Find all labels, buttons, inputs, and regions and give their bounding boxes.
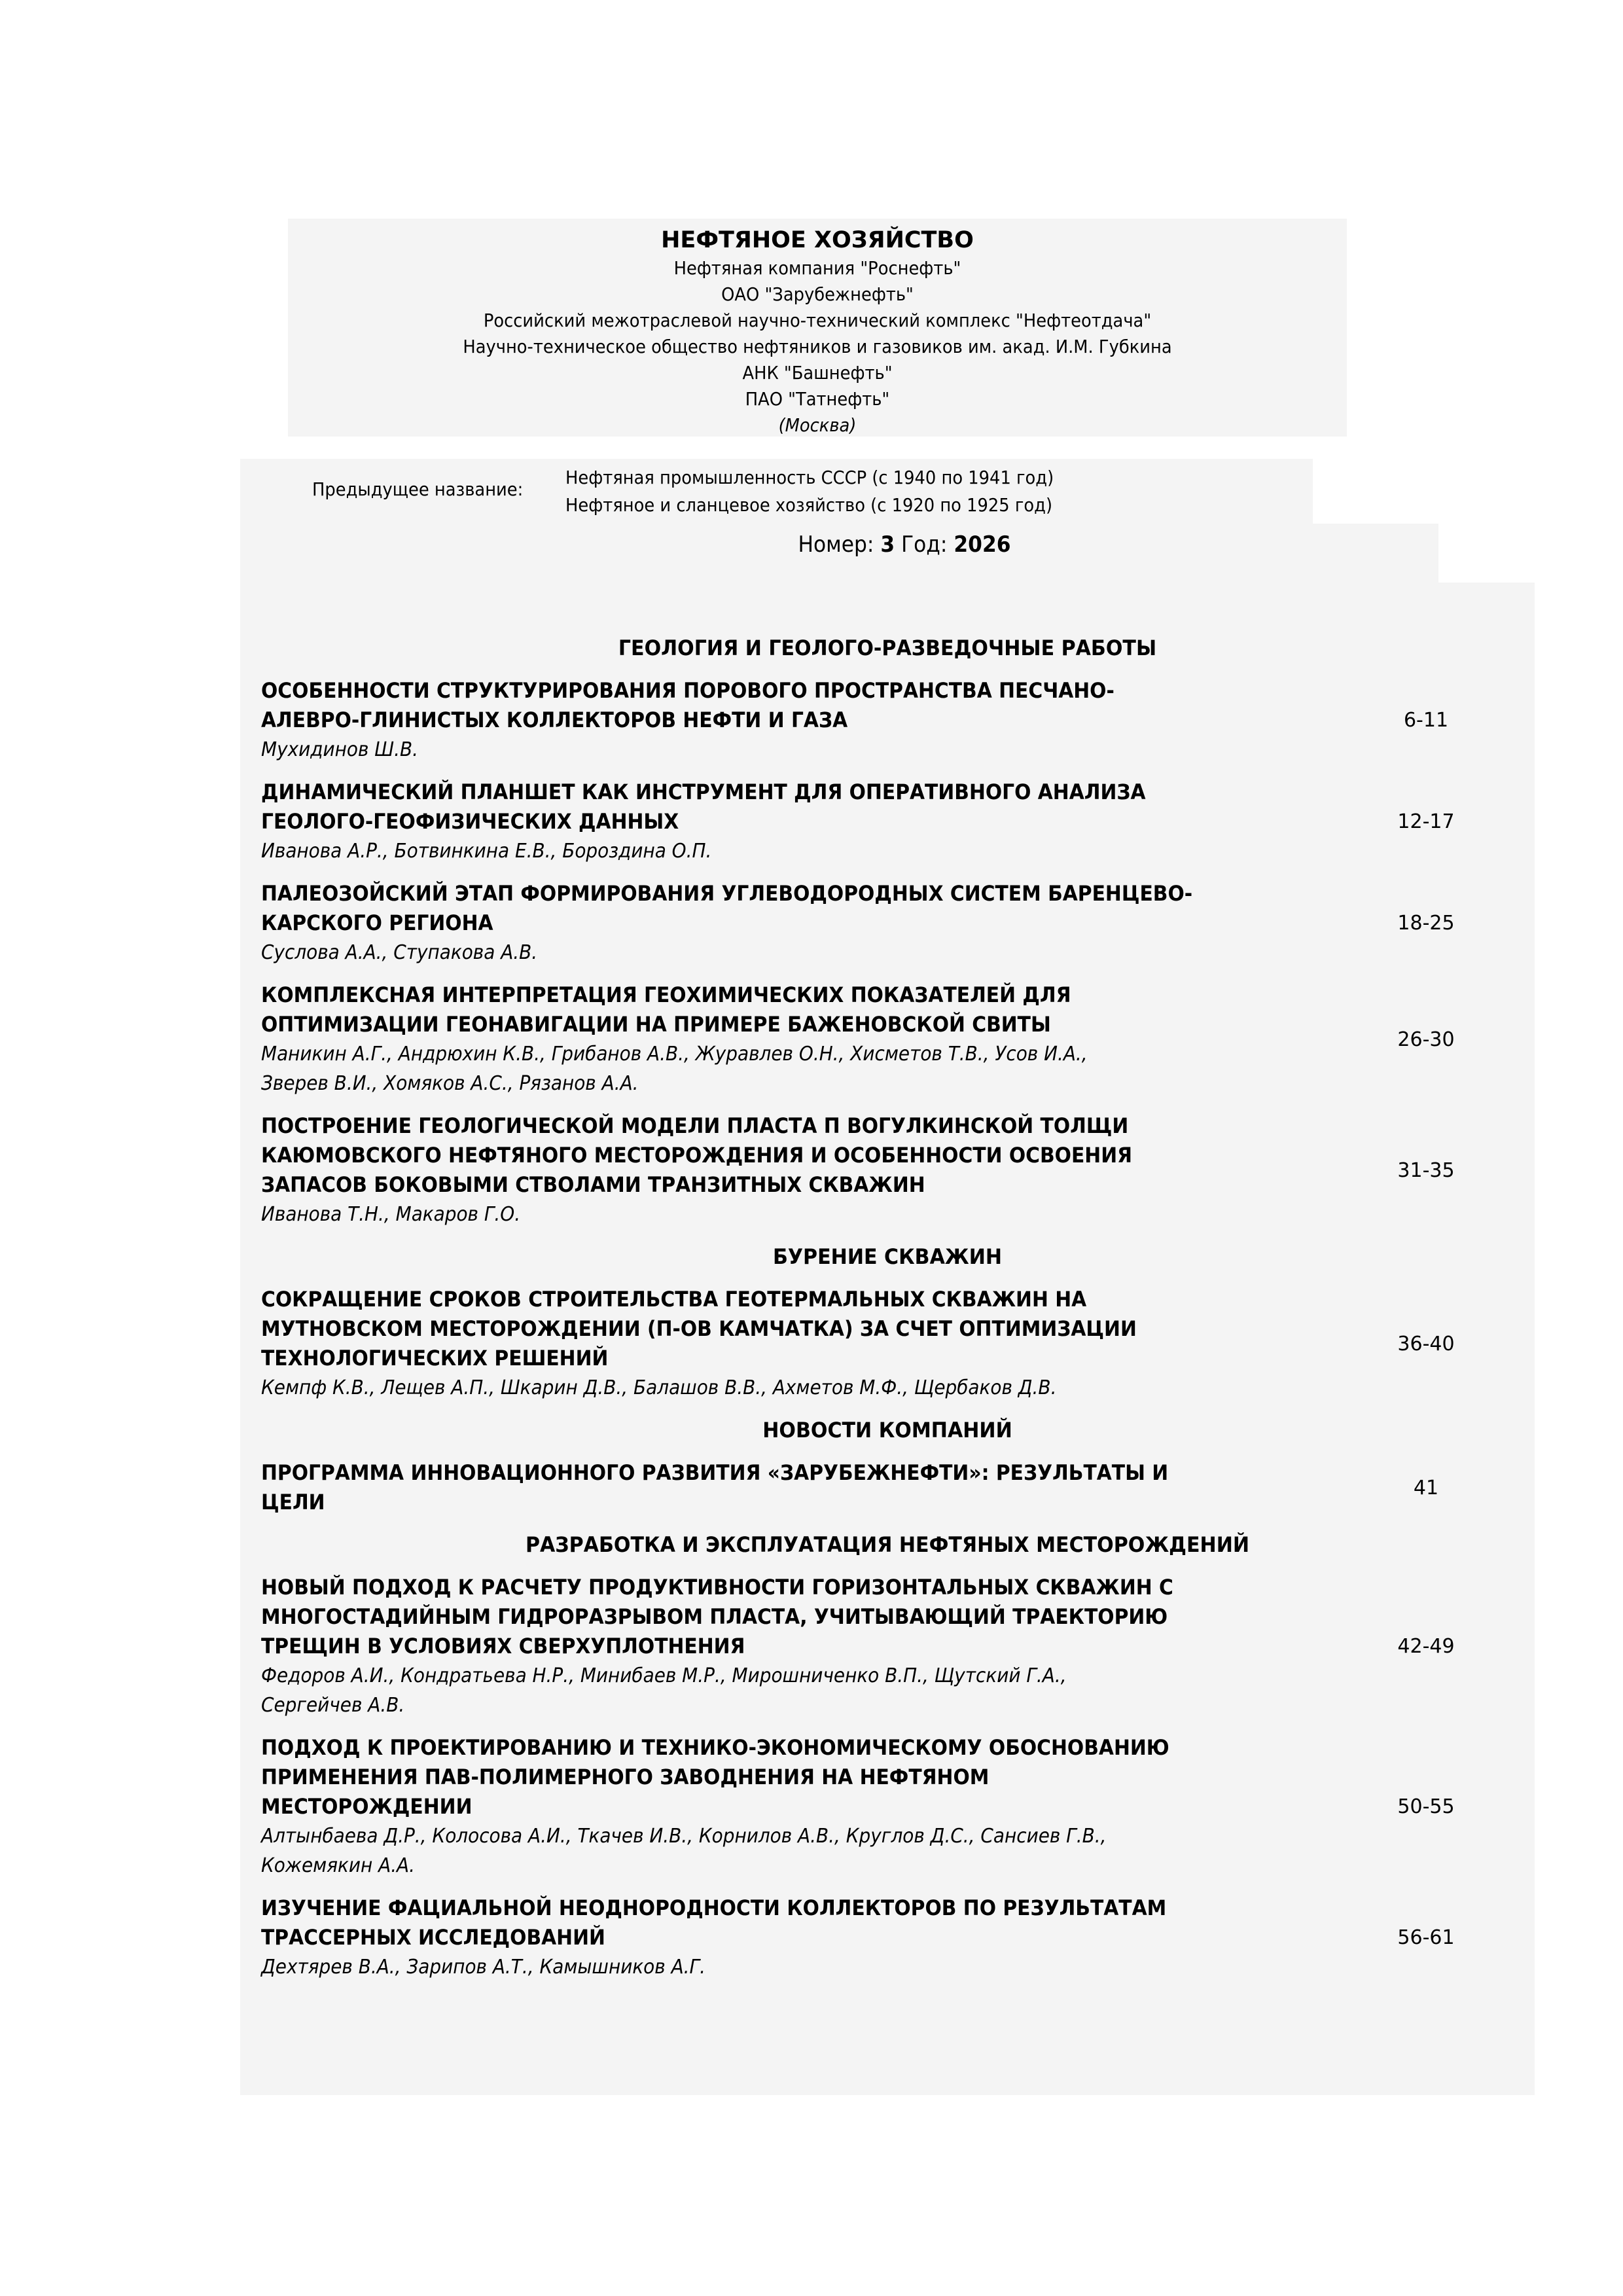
article-title-line[interactable]: СОКРАЩЕНИЕ СРОКОВ СТРОИТЕЛЬСТВА ГЕОТЕРМАЛЬНЫХ СКВАЖИН НА — [261, 1287, 1087, 1312]
toc-entry[interactable] — [261, 980, 1531, 1098]
issue-number: 3 — [880, 531, 895, 558]
article-authors: Иванова Т.Н., Макаров Г.О. — [261, 1203, 521, 1226]
article-title-line[interactable]: КАРСКОГО РЕГИОНА — [261, 910, 493, 935]
article-title-line[interactable]: КОМПЛЕКСНАЯ ИНТЕРПРЕТАЦИЯ ГЕОХИМИЧЕСКИХ ПОКАЗАТЕЛЕЙ ДЛЯ — [261, 982, 1071, 1007]
article-authors: Суслова А.А., Ступакова А.В. — [261, 941, 538, 964]
article-title-line[interactable]: ОСОБЕННОСТИ СТРУКТУРИРОВАНИЯ ПОРОВОГО ПРОСТРАНСТВА ПЕСЧАНО- — [261, 678, 1115, 703]
article-pages: 41 — [1413, 1476, 1439, 1499]
toc-entry[interactable] — [261, 1893, 1531, 1982]
article-authors: Кожемякин А.А. — [261, 1854, 416, 1877]
article-title-line[interactable]: ПРИМЕНЕНИЯ ПАВ-ПОЛИМЕРНОГО ЗАВОДНЕНИЯ НА НЕФТЯНОМ — [261, 1765, 990, 1789]
article-authors: Федоров А.И., Кондратьева Н.Р., Минибаев М.Р., Мирошниченко В.П., Щутский Г.А., — [261, 1664, 1067, 1687]
article-title-line[interactable]: МУТНОВСКОМ МЕСТОРОЖДЕНИИ (П-ОВ КАМЧАТКА) ЗА СЧЕТ ОПТИМИЗАЦИИ — [261, 1316, 1137, 1341]
journal-header — [288, 219, 1347, 437]
article-title-line[interactable]: АЛЕВРО-ГЛИНИСТЫХ КОЛЛЕКТОРОВ НЕФТИ И ГАЗА — [261, 708, 848, 732]
issue-year-label: Год: — [901, 531, 948, 558]
article-title-line[interactable]: ГЕОЛОГО-ГЕОФИЗИЧЕСКИХ ДАННЫХ — [261, 809, 679, 834]
founder: АНК "Башнефть" — [742, 362, 893, 384]
article-title-line[interactable]: ДИНАМИЧЕСКИЙ ПЛАНШЕТ КАК ИНСТРУМЕНТ ДЛЯ ОПЕРАТИВНОГО АНАЛИЗА — [261, 780, 1146, 804]
founder: ОАО "Зарубежнефть" — [721, 283, 914, 305]
article-title-line[interactable]: ПРОГРАММА ИННОВАЦИОННОГО РАЗВИТИЯ «ЗАРУБЕЖНЕФТИ»: РЕЗУЛЬТАТЫ И — [261, 1460, 1169, 1485]
founder: Российский межотраслевой научно-технический комплекс "Нефтеотдача" — [483, 310, 1152, 331]
article-pages: 31-35 — [1397, 1158, 1455, 1182]
toc-entry[interactable] — [261, 1285, 1531, 1403]
article-pages: 6-11 — [1403, 709, 1449, 732]
article-authors: Мухидинов Ш.В. — [261, 738, 418, 761]
article-title-line[interactable]: ЦЕЛИ — [261, 1490, 325, 1515]
article-authors: Алтынбаева Д.Р., Колосова А.И., Ткачев И.В., Корнилов А.В., Круглов Д.С., Сансиев Г.В., — [261, 1825, 1107, 1848]
article-title-line[interactable]: МНОГОСТАДИЙНЫМ ГИДРОРАЗРЫВОМ ПЛАСТА, УЧИТЫВАЮЩИЙ ТРАЕКТОРИЮ — [261, 1604, 1168, 1629]
article-pages: 42-49 — [1397, 1635, 1455, 1658]
article-title-line[interactable]: ИЗУЧЕНИЕ ФАЦИАЛЬНОЙ НЕОДНОРОДНОСТИ КОЛЛЕКТОРОВ ПО РЕЗУЛЬТАТАМ — [261, 1895, 1167, 1920]
previous-name: Нефтяное и сланцевое хозяйство (с 1920 по 1925 год) — [565, 494, 1053, 516]
article-title-line[interactable]: ЗАПАСОВ БОКОВЫМИ СТВОЛАМИ ТРАНЗИТНЫХ СКВАЖИН — [261, 1172, 925, 1197]
article-pages: 12-17 — [1397, 810, 1455, 833]
section-heading: ГЕОЛОГИЯ И ГЕОЛОГО-РАЗВЕДОЧНЫЕ РАБОТЫ — [618, 636, 1157, 660]
article-authors: Маникин А.Г., Андрюхин К.В., Грибанов А.В., Журавлев О.Н., Хисметов Т.В., Усов И.А., — [261, 1043, 1088, 1066]
article-authors: Зверев В.И., Хомяков А.С., Рязанов А.А. — [261, 1072, 639, 1095]
previous-names — [240, 459, 1313, 524]
article-title-line[interactable]: ОПТИМИЗАЦИИ ГЕОНАВИГАЦИИ НА ПРИМЕРЕ БАЖЕНОВСКОЙ СВИТЫ — [261, 1012, 1051, 1037]
toc-entry[interactable] — [261, 879, 1531, 967]
article-authors: Кемпф К.В., Лещев А.П., Шкарин Д.В., Балашов В.В., Ахметов М.Ф., Щербаков Д.В. — [261, 1376, 1057, 1399]
article-title-line[interactable]: ТРЕЩИН В УСЛОВИЯХ СВЕРХУПЛОТНЕНИЯ — [261, 1634, 745, 1659]
issue-year: 2026 — [954, 531, 1011, 558]
toc-entry[interactable] — [261, 1573, 1531, 1720]
toc-entry[interactable] — [261, 1111, 1531, 1229]
article-title-line[interactable]: КАЮМОВСКОГО НЕФТЯНОГО МЕСТОРОЖДЕНИЯ И ОСОБЕННОСТИ ОСВОЕНИЯ — [261, 1143, 1133, 1168]
founder: Научно-техническое общество нефтяников и газовиков им. акад. И.М. Губкина — [463, 336, 1172, 357]
founder: ПАО "Татнефть" — [745, 388, 890, 410]
toc-entry[interactable] — [261, 1733, 1531, 1880]
issue-info — [240, 524, 1438, 583]
section-heading: НОВОСТИ КОМПАНИЙ — [762, 1418, 1012, 1443]
article-authors: Иванова А.Р., Ботвинкина Е.В., Бороздина О.П. — [261, 840, 712, 863]
toc-entry[interactable] — [261, 676, 1531, 764]
toc-entry[interactable] — [261, 778, 1531, 866]
article-title-line[interactable]: ТЕХНОЛОГИЧЕСКИХ РЕШЕНИЙ — [261, 1346, 609, 1371]
article-pages: 50-55 — [1397, 1795, 1455, 1818]
article-title-line[interactable]: ПОСТРОЕНИЕ ГЕОЛОГИЧЕСКОЙ МОДЕЛИ ПЛАСТА П ВОГУЛКИНСКОЙ ТОЛЩИ — [261, 1113, 1129, 1138]
section-heading: БУРЕНИЕ СКВАЖИН — [772, 1244, 1003, 1269]
founder: Нефтяная компания "Роснефть" — [673, 257, 961, 279]
article-authors: Сергейчев А.В. — [261, 1694, 405, 1717]
article-pages: 56-61 — [1397, 1926, 1455, 1949]
article-title-line[interactable]: МЕСТОРОЖДЕНИИ — [261, 1794, 473, 1819]
article-title-line[interactable]: ПОДХОД К ПРОЕКТИРОВАНИЮ И ТЕХНИКО-ЭКОНОМИЧЕСКОМУ ОБОСНОВАНИЮ — [261, 1735, 1169, 1760]
article-pages: 26-30 — [1397, 1028, 1455, 1051]
article-title-line[interactable]: ПАЛЕОЗОЙСКИЙ ЭТАП ФОРМИРОВАНИЯ УГЛЕВОДОРОДНЫХ СИСТЕМ БАРЕНЦЕВО- — [261, 881, 1193, 906]
article-pages: 18-25 — [1397, 912, 1455, 935]
table-of-contents — [240, 583, 1535, 2095]
issue-number-label: Номер: — [798, 531, 874, 558]
previous-name: Нефтяная промышленность СССР (с 1940 по 1941 год) — [565, 467, 1054, 488]
toc-entry[interactable] — [261, 1458, 1531, 1517]
section-heading: РАЗРАБОТКА И ЭКСПЛУАТАЦИЯ НЕФТЯНЫХ МЕСТОРОЖДЕНИЙ — [525, 1532, 1250, 1557]
article-pages: 36-40 — [1397, 1332, 1455, 1355]
article-title-line[interactable]: НОВЫЙ ПОДХОД К РАСЧЕТУ ПРОДУКТИВНОСТИ ГОРИЗОНТАЛЬНЫХ СКВАЖИН С — [261, 1575, 1173, 1600]
article-authors: Дехтярев В.А., Зарипов А.Т., Камышников А.Г. — [261, 1956, 705, 1979]
previous-names-label: Предыдущее название: — [312, 478, 524, 500]
journal-city: (Москва) — [778, 414, 857, 436]
article-title-line[interactable]: ТРАССЕРНЫХ ИССЛЕДОВАНИЙ — [261, 1925, 605, 1950]
journal-title: НЕФТЯНОЕ ХОЗЯЙСТВО — [661, 227, 974, 253]
